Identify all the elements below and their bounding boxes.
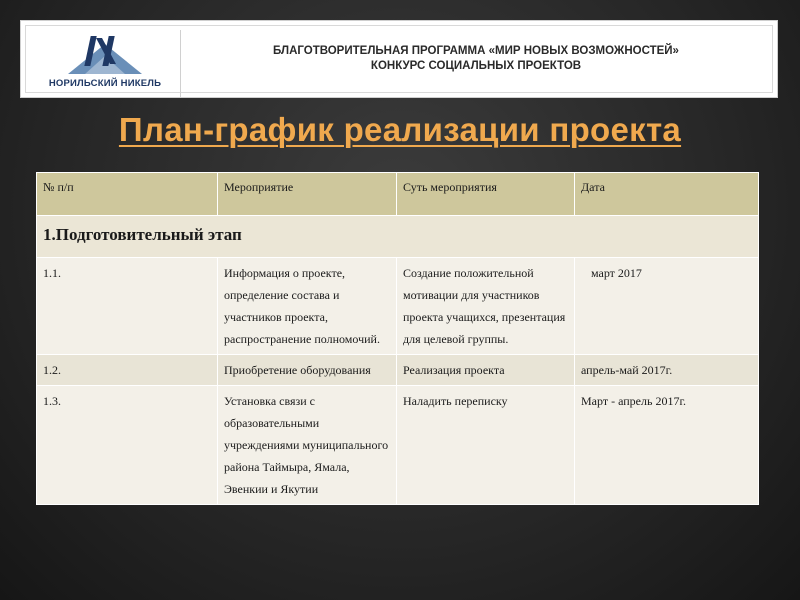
table-row xyxy=(37,258,759,355)
program-title xyxy=(184,44,768,74)
row-number: 1.2. xyxy=(37,355,218,386)
logo-mountain-icon xyxy=(30,30,180,78)
row-event: Приобретение оборудования xyxy=(218,355,397,386)
header-date: Дата xyxy=(575,173,759,216)
row-date: Март - апрель 2017г. xyxy=(575,386,759,505)
stage-row xyxy=(37,216,759,258)
row-essence: Создание положительной мотивации для участников проекта учащихся, презентация для целевой группы. xyxy=(397,258,575,355)
program-line-2: КОНКУРС СОЦИАЛЬНЫХ ПРОЕКТОВ xyxy=(370,60,582,72)
logo-text: НОРИЛЬСКИЙ НИКЕЛЬ xyxy=(48,78,162,89)
row-event: Установка связи с образовательными учреждениями муниципального района Таймыра, Ямала, Эвенкии и Якутии xyxy=(218,386,397,505)
table-row xyxy=(37,355,759,386)
row-date: апрель-май 2017г. xyxy=(575,355,759,386)
table-row xyxy=(37,386,759,505)
header-frame xyxy=(25,25,773,93)
stage-title: 1.Подготовительный этап xyxy=(37,216,759,258)
header-banner xyxy=(20,20,778,98)
schedule-table xyxy=(36,172,759,505)
row-number: 1.3. xyxy=(37,386,218,505)
row-number: 1.1. xyxy=(37,258,218,355)
table-header-row xyxy=(37,173,759,216)
row-event: Информация о проекте, определение состава и участников проекта, распространение полномочий. xyxy=(218,258,397,355)
row-essence: Наладить переписку xyxy=(397,386,575,505)
header-essence: Суть мероприятия xyxy=(397,173,575,216)
row-date: март 2017 xyxy=(575,258,759,355)
company-logo xyxy=(30,30,181,98)
page-title: План-график реализации проекта xyxy=(118,111,682,148)
header-event: Мероприятие xyxy=(218,173,397,216)
row-essence: Реализация проекта xyxy=(397,355,575,386)
program-line-1: БЛАГОТВОРИТЕЛЬНАЯ ПРОГРАММА «МИР НОВЫХ ВОЗМОЖНОСТЕЙ» xyxy=(273,45,679,57)
header-number: № п/п xyxy=(37,173,218,216)
